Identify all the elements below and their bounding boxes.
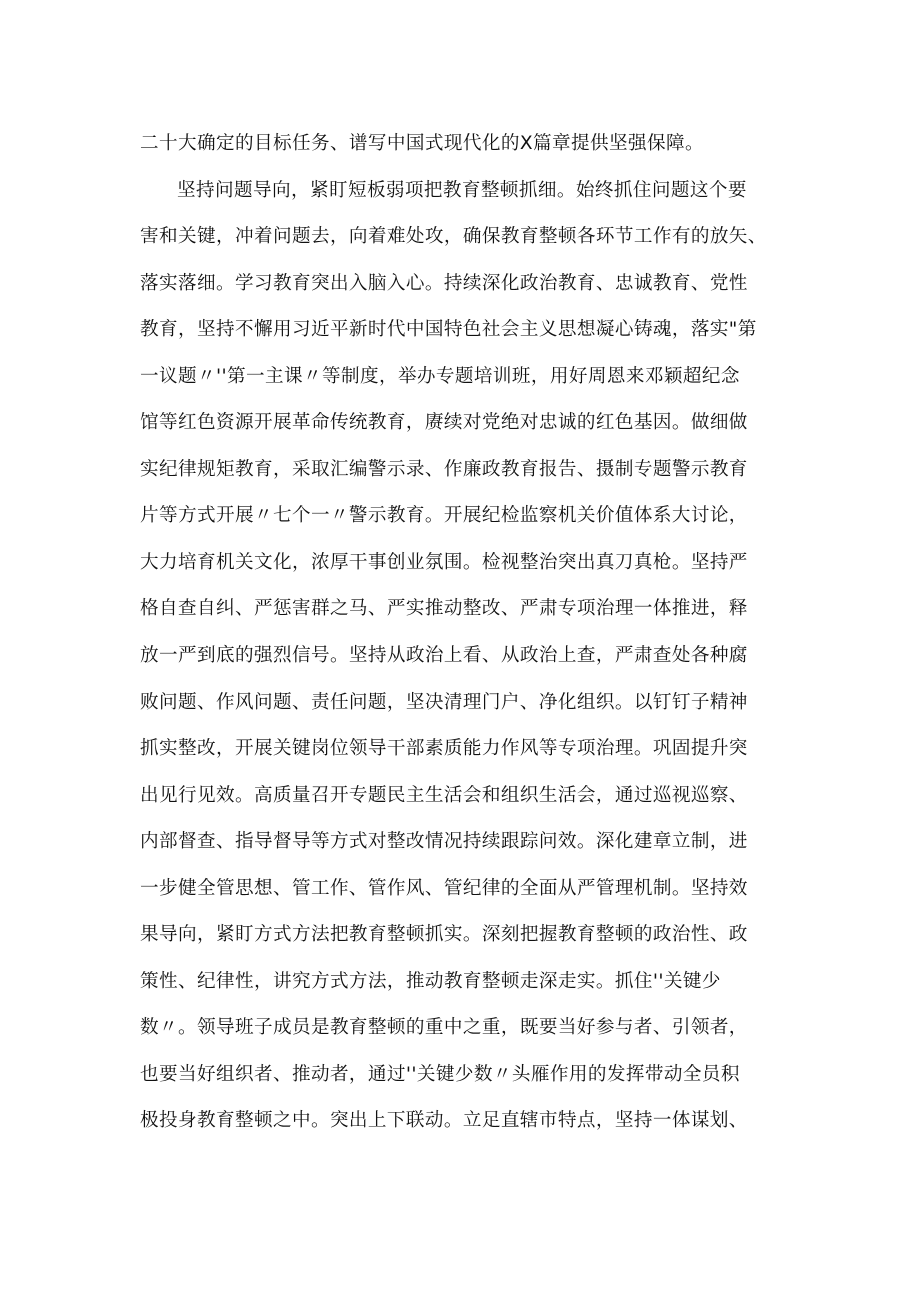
text-line: 实纪律规矩教育，采取汇编警示录、作廉政教育报告、摄制专题警示教育 bbox=[140, 458, 748, 480]
text-line: 馆等红色资源开展革命传统教育，赓续对党绝对忠诚的红色基因。做细做 bbox=[140, 412, 748, 434]
paragraph-start-line: 坚持问题导向，紧盯短板弱项把教育整顿抓细。始终抓住问题这个要 bbox=[177, 179, 747, 201]
text-line: 教育，坚持不懈用习近平新时代中国特色社会主义思想凝心铸魂，落实"第 bbox=[140, 319, 757, 341]
text-line: 数〃。领导班子成员是教育整顿的重中之重，既要当好参与者、引领者， bbox=[140, 1017, 748, 1039]
text-line: 抓实整改，开展关键岗位领导干部素质能力作风等专项治理。巩固提升突 bbox=[140, 738, 748, 760]
text-line: 出见行见效。高质量召开专题民主生活会和组织生活会，通过巡视巡察、 bbox=[140, 784, 748, 806]
text-line: 二十大确定的目标任务、谱写中国式现代化的X篇章提供坚强保障。 bbox=[140, 133, 704, 154]
text-line: 内部督查、指导督导等方式对整改情况持续跟踪问效。深化建章立制，进 bbox=[140, 831, 748, 853]
text-line: 一议题〃''第一主课〃等制度，举办专题培训班，用好周恩来邓颖超纪念 bbox=[140, 365, 740, 387]
text-line: 一步健全管思想、管工作、管作风、管纪律的全面从严管理机制。坚持效 bbox=[140, 877, 748, 899]
text-line: 极投身教育整顿之中。突出上下联动。立足直辖市特点，坚持一体谋划、 bbox=[140, 1110, 748, 1132]
text-line: 也要当好组织者、推动者，通过''关键少数〃头雁作用的发挥带动全员积 bbox=[140, 1063, 740, 1085]
text-line: 害和关键，冲着问题去，向着难处攻，确保教育整顿各环节工作有的放矢、 bbox=[140, 226, 767, 248]
text-line: 大力培育机关文化，浓厚干事创业氛围。检视整治突出真刀真枪。坚持严 bbox=[140, 551, 748, 573]
text-line: 败问题、作风问题、责任问题，坚决清理门户、净化组织。以钉钉子精神 bbox=[140, 691, 748, 713]
text-line: 放一严到底的强烈信号。坚持从政治上看、从政治上查，严肃查处各种腐 bbox=[140, 645, 748, 667]
body-text bbox=[140, 121, 800, 1145]
text-line: 片等方式开展〃七个一〃警示教育。开展纪检监察机关价值体系大讨论， bbox=[140, 505, 748, 527]
text-line: 果导向，紧盯方式方法把教育整顿抓实。深刻把握教育整顿的政治性、政 bbox=[140, 924, 748, 946]
text-line: 落实落细。学习教育突出入脑入心。持续深化政治教育、忠诚教育、党性 bbox=[140, 272, 748, 294]
text-line: 策性、纪律性，讲究方式方法，推动教育整顿走深走实。抓住''关键少 bbox=[140, 970, 721, 992]
text-line: 格自查自纠、严惩害群之马、严实推动整改、严肃专项治理一体推进，释 bbox=[140, 598, 748, 620]
